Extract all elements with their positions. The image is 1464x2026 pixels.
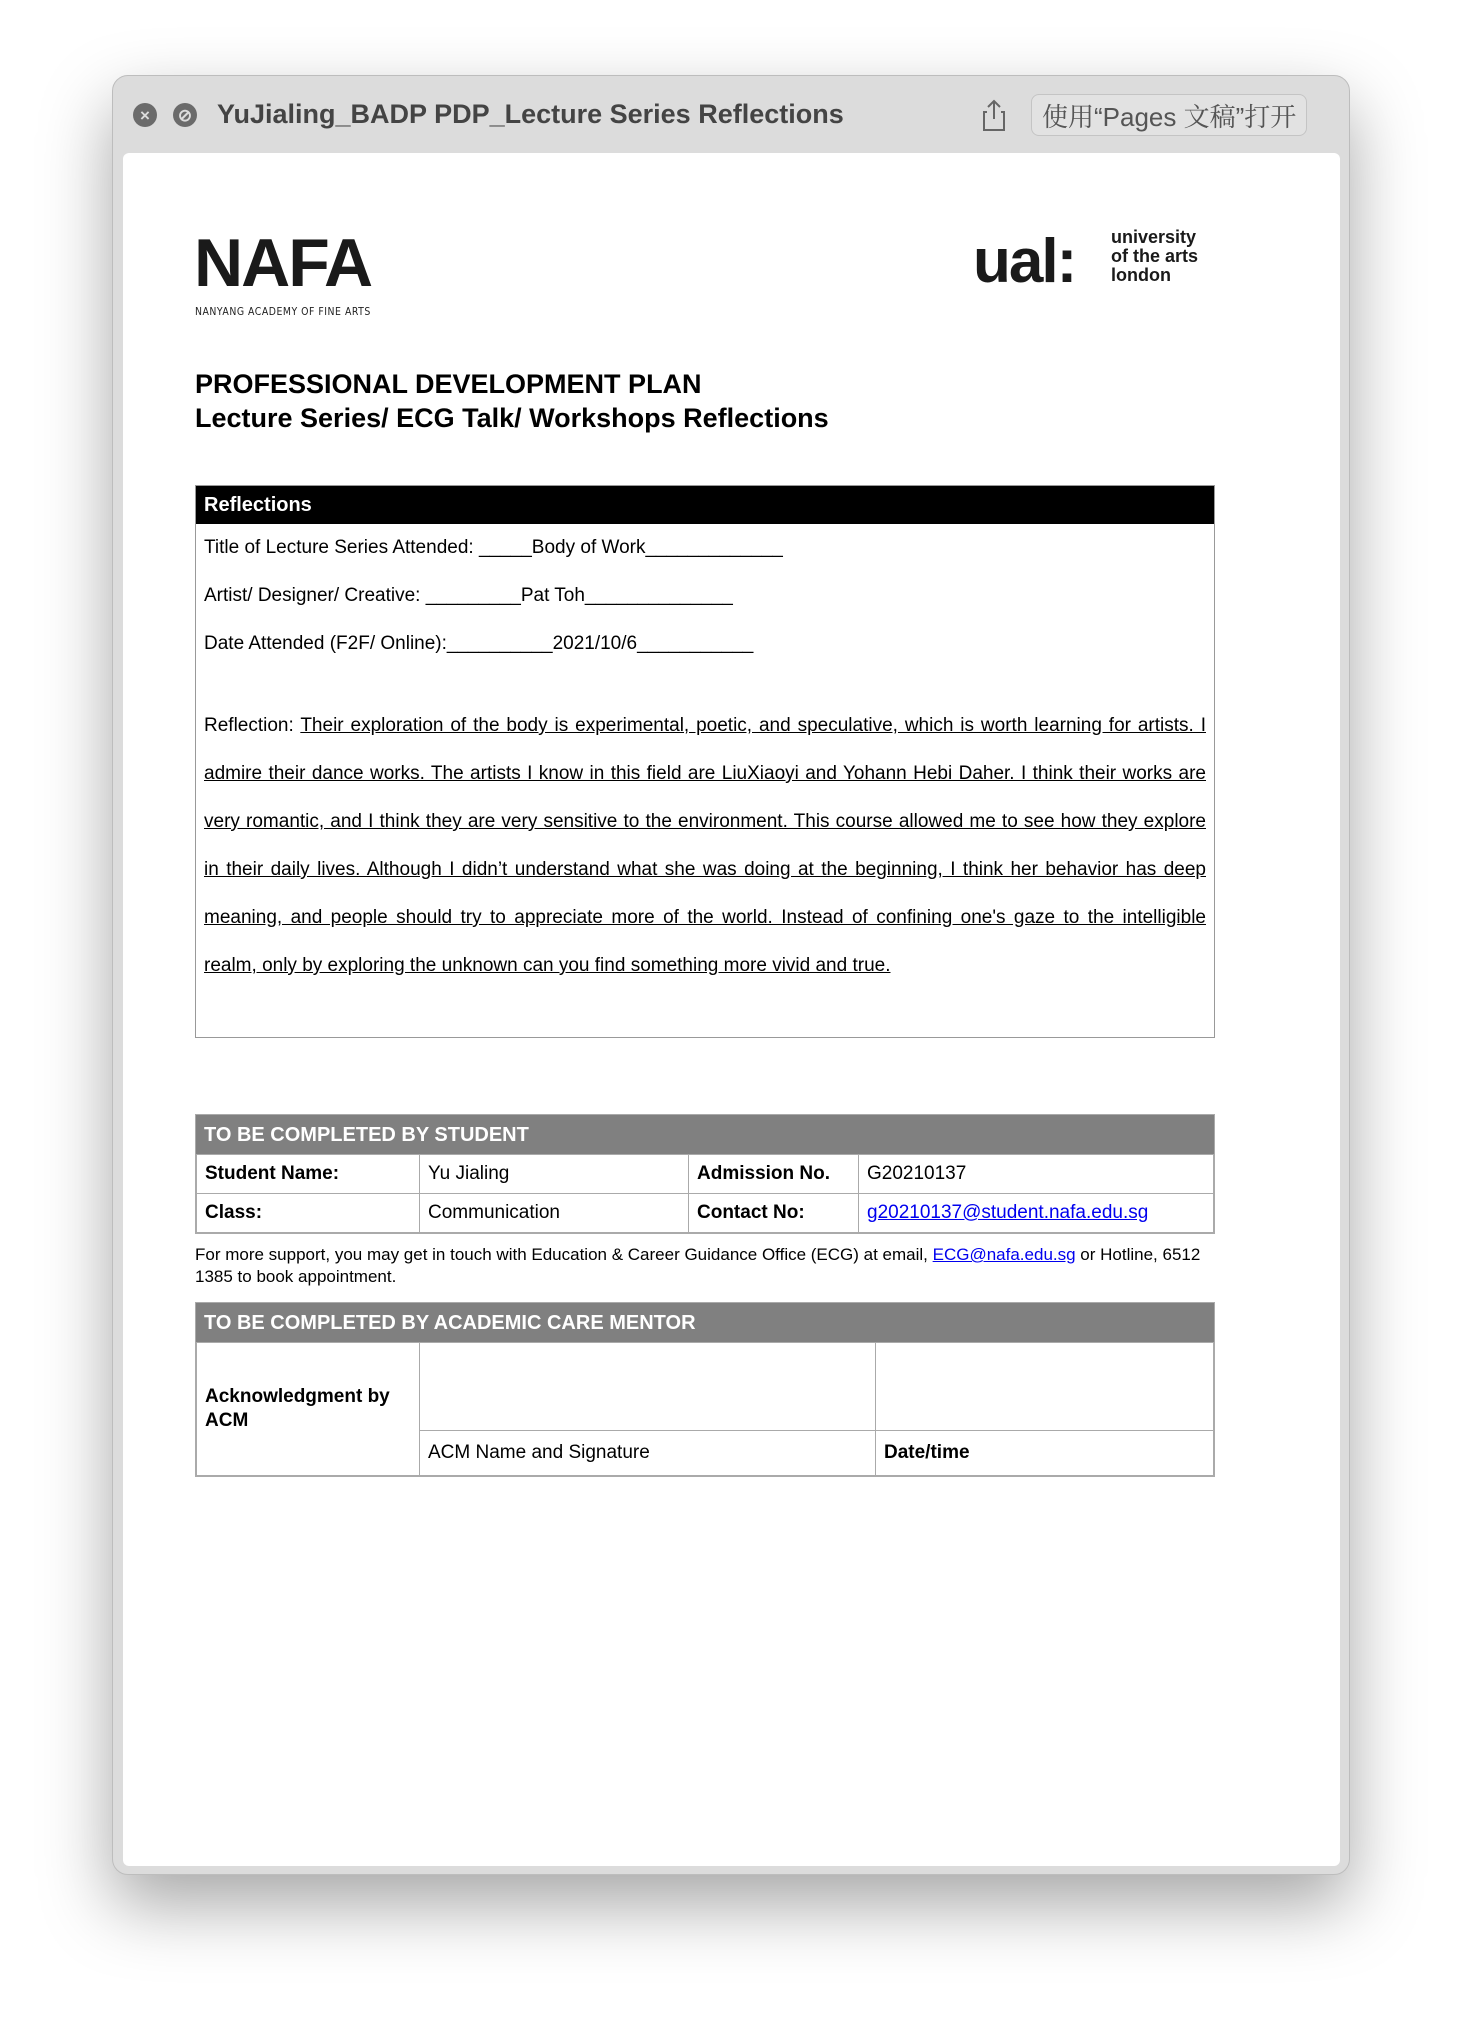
table-row <box>197 1155 1214 1194</box>
preview-window <box>112 75 1350 1875</box>
reflections-section <box>195 485 1215 1038</box>
ual-line: london <box>1111 265 1171 285</box>
contact-email-link[interactable]: g20210137@student.nafa.edu.sg <box>867 1202 1149 1223</box>
admission-value: G20210137 <box>859 1155 1214 1194</box>
acm-name-signature-label: ACM Name and Signature <box>420 1431 876 1476</box>
title-line-2: Lecture Series/ ECG Talk/ Workshops Reflections <box>195 403 829 433</box>
share-icon[interactable] <box>979 98 1009 132</box>
note-text-end: or Hotline, 6512 1385 to book appointment. <box>195 1245 1201 1286</box>
lecture-title-line: Title of Lecture Series Attended: _____Body of Work_____________ <box>204 537 783 558</box>
acknowledgment-label: Acknowledgment by ACM <box>197 1343 420 1476</box>
student-table <box>196 1154 1214 1233</box>
ual-line: university <box>1111 227 1197 247</box>
reflections-header: Reflections <box>196 486 1214 524</box>
ecg-email-link[interactable]: ECG@nafa.edu.sg <box>932 1245 1076 1264</box>
close-icon[interactable]: × <box>133 103 157 127</box>
admission-label: Admission No. <box>689 1155 859 1194</box>
acm-header: TO BE COMPLETED BY ACADEMIC CARE MENTOR <box>196 1303 1214 1342</box>
acm-signature-field[interactable] <box>420 1343 876 1431</box>
student-section <box>195 1114 1215 1234</box>
class-value: Communication <box>420 1194 689 1233</box>
ual-logo: ual: <box>973 227 1076 296</box>
class-label: Class: <box>197 1194 420 1233</box>
document-page <box>123 153 1340 1866</box>
artist-line: Artist/ Designer/ Creative: _________Pat Toh______________ <box>204 585 733 606</box>
title-line-1: PROFESSIONAL DEVELOPMENT PLAN <box>195 369 702 399</box>
contact-label: Contact No: <box>689 1194 859 1233</box>
fullscreen-disabled-icon[interactable]: ⊘ <box>173 103 197 127</box>
contact-cell <box>859 1194 1214 1233</box>
ual-logo-text <box>1111 228 1198 285</box>
nafa-logo: NAFA <box>194 225 372 301</box>
support-note <box>195 1244 1219 1288</box>
acm-date-field[interactable] <box>876 1343 1214 1431</box>
window-title: YuJialing_BADP PDP_Lecture Series Reflections <box>217 99 844 129</box>
page-title <box>195 367 829 435</box>
title-bar <box>113 76 1349 153</box>
acm-section <box>195 1302 1215 1477</box>
note-text: For more support, you may get in touch with Education & Career Guidance Office (ECG) at email, <box>195 1245 933 1264</box>
reflection-body: Their exploration of the body is experimental, poetic, and speculative, which is worth learning for artists. I admire their dance works. The artists I know in this field are LiuXiaoyi and Yohann Hebi Daher. I think their works are very romantic, and I think they are very sensitive to the environment. This course allowed me to see how they explore in their daily lives. Although I didn’t understand what she was doing at the beginning, I think her behavior has deep meaning, and people should try to appreciate more of the world. Instead of confining one's gaze to the intelligible realm, only by exploring the unknown can you find something more vivid and true. <box>204 715 1206 976</box>
reflection-label: Reflection: <box>204 715 301 736</box>
reflection-text <box>204 702 1206 990</box>
student-name-value: Yu Jialing <box>420 1155 689 1194</box>
nafa-logo-subtitle: NANYANG ACADEMY OF FINE ARTS <box>195 305 371 318</box>
open-with-pages-button[interactable]: 使用“Pages 文稿”打开 <box>1031 94 1307 136</box>
date-line: Date Attended (F2F/ Online):__________2021/10/6___________ <box>204 633 754 654</box>
student-name-label: Student Name: <box>197 1155 420 1194</box>
acm-table <box>196 1342 1214 1476</box>
table-row <box>197 1343 1214 1431</box>
table-row <box>197 1194 1214 1233</box>
date-time-label: Date/time <box>876 1431 1214 1476</box>
student-header: TO BE COMPLETED BY STUDENT <box>196 1115 1214 1154</box>
ual-line: of the arts <box>1111 246 1199 266</box>
